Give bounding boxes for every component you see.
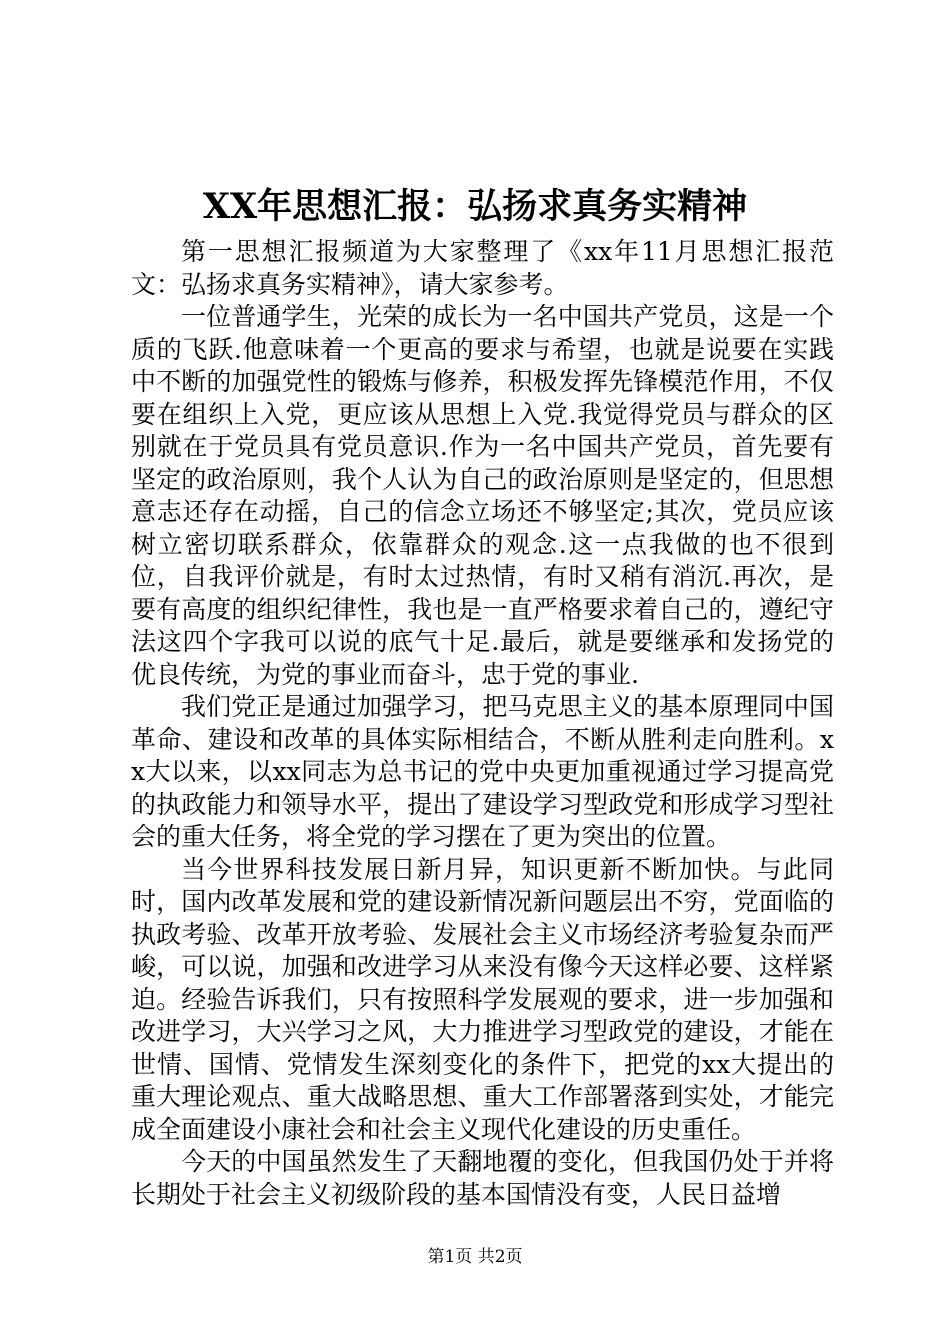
document-body [131, 236, 834, 1211]
document-title: XX年思想汇报：弘扬求真务实精神 [202, 186, 748, 227]
paragraph-china-today: 今天的中国虽然发生了天翻地覆的变化，但我国仍处于并将长期处于社会主义初级阶段的基本国情没有变，人民日益增 [131, 1147, 834, 1209]
paragraph-study: 我们党正是通过加强学习，把马克思主义的基本原理同中国革命、建设和改革的具体实际相结合，不断从胜利走向胜利。xx大以来，以xx同志为总书记的党中央更加重视通过学习提高党的执政能力和领导水平，提出了建设学习型政党和形成学习型社会的重大任务，将全党的学习摆在了更为突出的位置。 [131, 692, 834, 851]
page-footer: 第1页 共2页 [427, 1247, 523, 1267]
paragraph-intro: 第一思想汇报频道为大家整理了《xx年11月思想汇报范文：弘扬求真务实精神》，请大家参考。 [131, 237, 834, 299]
paragraph-world-development: 当今世界科技发展日新月异，知识更新不断加快。与此同时，国内改革发展和党的建设新情况新问题层出不穷，党面临的执政考验、改革开放考验、发展社会主义市场经济考验复杂而严峻，可以说，加强和改进学习从来没有像今天这样必要、这样紧迫。经验告诉我们，只有按照科学发展观的要求，进一步加强和改进学习，大兴学习之风，大力推进学习型政党的建设，才能在世情、国情、党情发生深刻变化的条件下，把党的xx大提出的重大理论观点、重大战略思想、重大工作部署落到实处，才能完成全面建设小康社会和社会主义现代化建设的历史重任。 [131, 854, 834, 1144]
paragraph-party-member: 一位普通学生，光荣的成长为一名中国共产党员，这是一个质的飞跃.他意味着一个更高的要求与希望，也就是说要在实践中不断的加强党性的锻炼与修养，积极发挥先锋模范作用，不仅要在组织上入党，更应该从思想上入党.我觉得党员与群众的区别就在于党员具有党员意识.作为一名中国共产党员，首先要有坚定的政治原则，我个人认为自己的政治原则是坚定的，但思想意志还存在动摇，自己的信念立场还不够坚定;其次，党员应该树立密切联系群众，依靠群众的观念.这一点我做的也不很到位，自我评价就是，有时太过热情，有时又稍有消沉.再次，是要有高度的组织纪律性，我也是一直严格要求着自己的，遵纪守法这四个字我可以说的底气十足.最后，就是要继承和发扬党的优良传统，为党的事业而奋斗，忠于党的事业. [131, 302, 834, 689]
